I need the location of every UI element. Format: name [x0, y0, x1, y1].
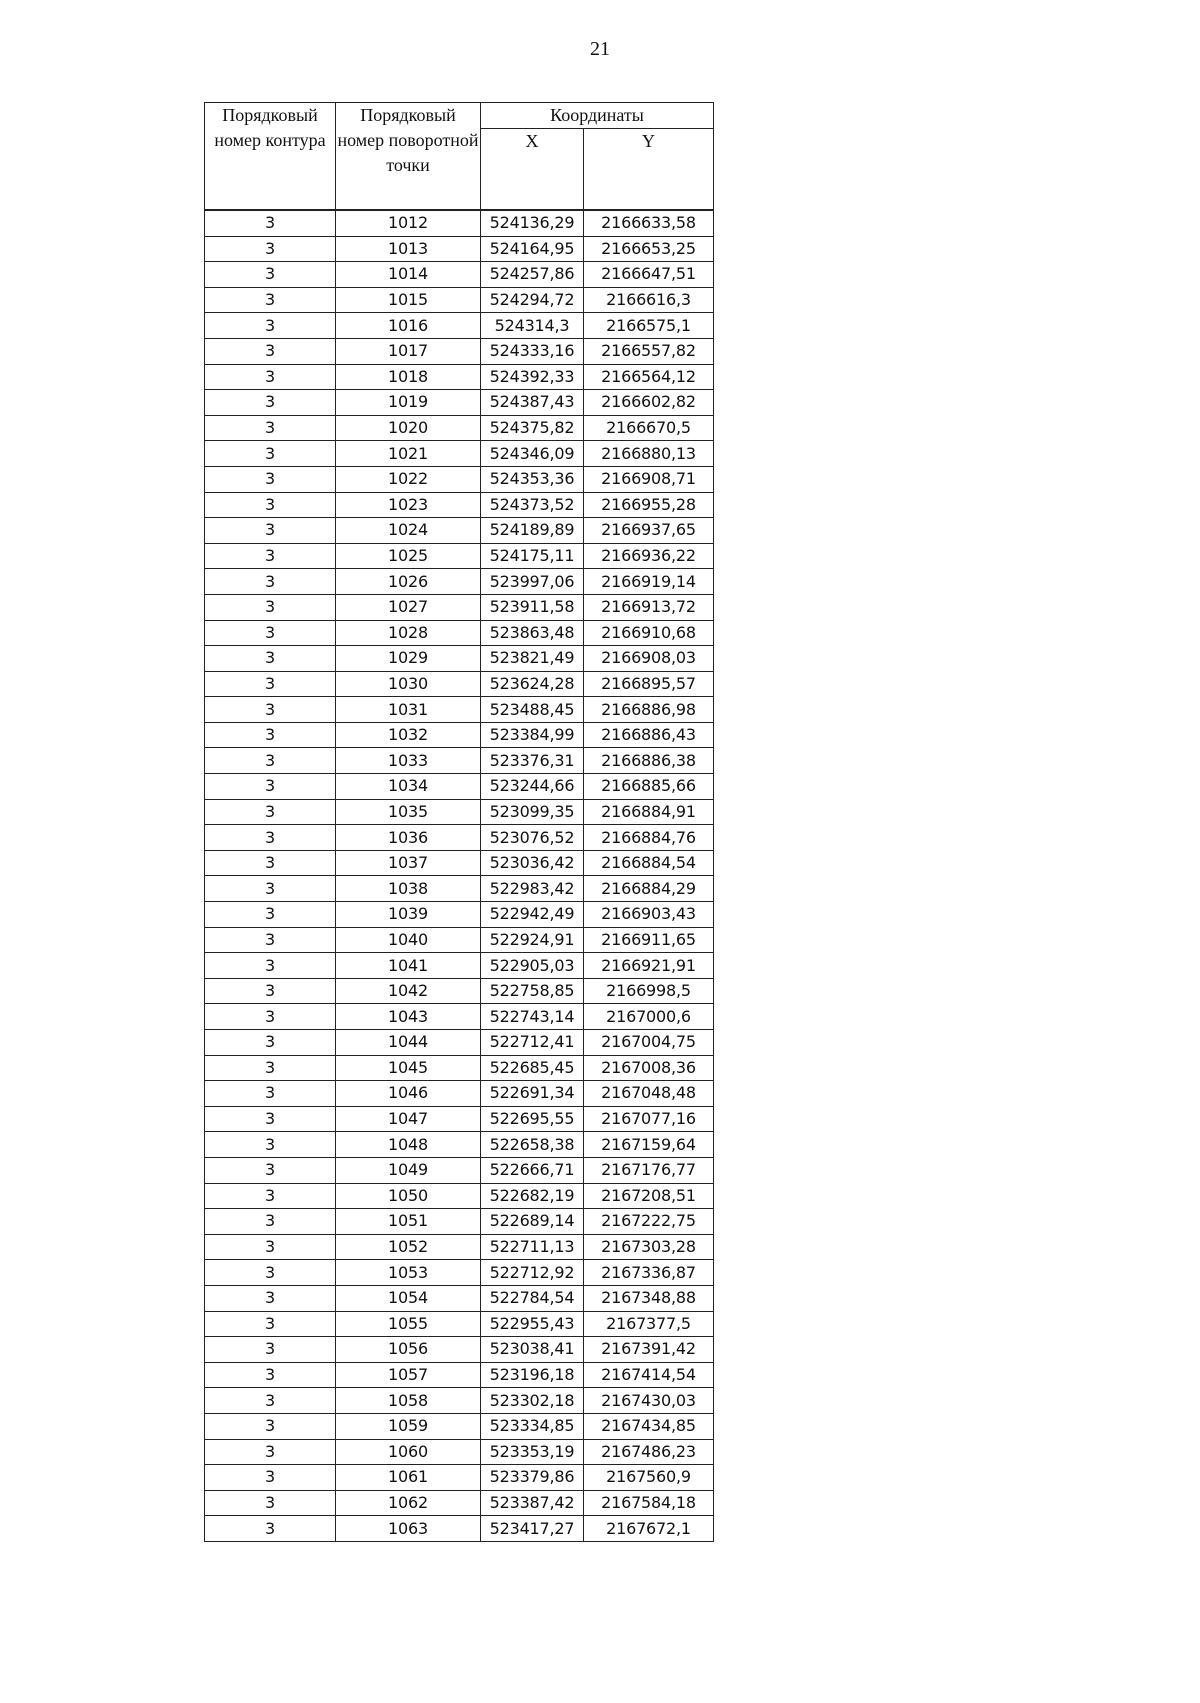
cell-x: 524314,3	[481, 313, 584, 339]
cell-contour-number: 3	[205, 313, 336, 339]
table-row	[205, 1209, 714, 1235]
cell-y: 2166886,43	[584, 722, 714, 748]
cell-point-number: 1041	[336, 953, 481, 979]
table-row	[205, 1055, 714, 1081]
cell-x: 523387,42	[481, 1490, 584, 1516]
table-row	[205, 1183, 714, 1209]
cell-contour-number: 3	[205, 1030, 336, 1056]
cell-y: 2166903,43	[584, 902, 714, 928]
cell-x: 524387,43	[481, 390, 584, 416]
cell-x: 522942,49	[481, 902, 584, 928]
header-point-number: Порядковый номер поворотной точки	[336, 103, 481, 211]
cell-y: 2167159,64	[584, 1132, 714, 1158]
cell-point-number: 1032	[336, 722, 481, 748]
cell-y: 2167430,03	[584, 1388, 714, 1414]
table-row	[205, 594, 714, 620]
cell-y: 2166886,98	[584, 697, 714, 723]
cell-point-number: 1058	[336, 1388, 481, 1414]
cell-x: 522682,19	[481, 1183, 584, 1209]
cell-point-number: 1017	[336, 338, 481, 364]
table-row	[205, 927, 714, 953]
cell-contour-number: 3	[205, 1055, 336, 1081]
cell-point-number: 1060	[336, 1439, 481, 1465]
coordinates-table	[204, 102, 714, 1542]
cell-y: 2166884,54	[584, 850, 714, 876]
cell-contour-number: 3	[205, 543, 336, 569]
table-row	[205, 364, 714, 390]
cell-contour-number: 3	[205, 364, 336, 390]
cell-contour-number: 3	[205, 927, 336, 953]
header-coordinates: Координаты	[481, 103, 714, 129]
cell-point-number: 1027	[336, 594, 481, 620]
cell-x: 523417,27	[481, 1516, 584, 1542]
cell-y: 2167486,23	[584, 1439, 714, 1465]
cell-y: 2166911,65	[584, 927, 714, 953]
cell-y: 2166602,82	[584, 390, 714, 416]
table-row	[205, 1439, 714, 1465]
cell-contour-number: 3	[205, 774, 336, 800]
table-row	[205, 902, 714, 928]
cell-x: 522784,54	[481, 1285, 584, 1311]
table-row	[205, 466, 714, 492]
cell-contour-number: 3	[205, 850, 336, 876]
table-row	[205, 415, 714, 441]
cell-x: 523624,28	[481, 671, 584, 697]
cell-x: 523302,18	[481, 1388, 584, 1414]
cell-contour-number: 3	[205, 722, 336, 748]
cell-point-number: 1031	[336, 697, 481, 723]
cell-y: 2167004,75	[584, 1030, 714, 1056]
cell-point-number: 1061	[336, 1465, 481, 1491]
cell-contour-number: 3	[205, 569, 336, 595]
cell-y: 2166557,82	[584, 338, 714, 364]
cell-point-number: 1012	[336, 210, 481, 236]
table-row	[205, 1413, 714, 1439]
cell-contour-number: 3	[205, 466, 336, 492]
cell-x: 523076,52	[481, 825, 584, 851]
cell-x: 524346,09	[481, 441, 584, 467]
cell-y: 2167000,6	[584, 1004, 714, 1030]
table-row	[205, 671, 714, 697]
cell-point-number: 1030	[336, 671, 481, 697]
cell-contour-number: 3	[205, 1209, 336, 1235]
cell-y: 2166653,25	[584, 236, 714, 262]
table-row	[205, 338, 714, 364]
cell-point-number: 1039	[336, 902, 481, 928]
cell-point-number: 1044	[336, 1030, 481, 1056]
cell-y: 2167377,5	[584, 1311, 714, 1337]
cell-contour-number: 3	[205, 697, 336, 723]
cell-point-number: 1040	[336, 927, 481, 953]
cell-contour-number: 3	[205, 415, 336, 441]
table-row	[205, 1311, 714, 1337]
cell-y: 2167222,75	[584, 1209, 714, 1235]
cell-x: 523911,58	[481, 594, 584, 620]
cell-point-number: 1015	[336, 287, 481, 313]
cell-contour-number: 3	[205, 799, 336, 825]
table-row	[205, 620, 714, 646]
cell-x: 523036,42	[481, 850, 584, 876]
cell-point-number: 1063	[336, 1516, 481, 1542]
cell-point-number: 1016	[336, 313, 481, 339]
cell-contour-number: 3	[205, 1490, 336, 1516]
cell-x: 523997,06	[481, 569, 584, 595]
cell-point-number: 1019	[336, 390, 481, 416]
cell-contour-number: 3	[205, 1516, 336, 1542]
table-row	[205, 1030, 714, 1056]
cell-contour-number: 3	[205, 492, 336, 518]
table-row	[205, 1362, 714, 1388]
cell-contour-number: 3	[205, 1183, 336, 1209]
cell-x: 523334,85	[481, 1413, 584, 1439]
cell-x: 522983,42	[481, 876, 584, 902]
cell-y: 2166908,03	[584, 646, 714, 672]
header-x: X	[481, 129, 584, 211]
cell-point-number: 1043	[336, 1004, 481, 1030]
cell-point-number: 1055	[336, 1311, 481, 1337]
cell-x: 524189,89	[481, 518, 584, 544]
cell-contour-number: 3	[205, 620, 336, 646]
cell-y: 2166910,68	[584, 620, 714, 646]
cell-x: 523821,49	[481, 646, 584, 672]
cell-contour-number: 3	[205, 1362, 336, 1388]
cell-point-number: 1045	[336, 1055, 481, 1081]
table-row	[205, 569, 714, 595]
table-row	[205, 1106, 714, 1132]
cell-point-number: 1022	[336, 466, 481, 492]
cell-y: 2166955,28	[584, 492, 714, 518]
cell-x: 524353,36	[481, 466, 584, 492]
cell-y: 2166908,71	[584, 466, 714, 492]
cell-y: 2166884,76	[584, 825, 714, 851]
cell-contour-number: 3	[205, 262, 336, 288]
cell-x: 523099,35	[481, 799, 584, 825]
cell-y: 2166880,13	[584, 441, 714, 467]
table-row	[205, 390, 714, 416]
cell-y: 2166884,91	[584, 799, 714, 825]
cell-contour-number: 3	[205, 236, 336, 262]
cell-y: 2166998,5	[584, 978, 714, 1004]
cell-x: 523244,66	[481, 774, 584, 800]
cell-point-number: 1057	[336, 1362, 481, 1388]
cell-y: 2167391,42	[584, 1337, 714, 1363]
cell-point-number: 1047	[336, 1106, 481, 1132]
cell-contour-number: 3	[205, 441, 336, 467]
table-row	[205, 1004, 714, 1030]
cell-contour-number: 3	[205, 646, 336, 672]
cell-x: 522743,14	[481, 1004, 584, 1030]
cell-y: 2166913,72	[584, 594, 714, 620]
cell-point-number: 1018	[336, 364, 481, 390]
cell-point-number: 1029	[336, 646, 481, 672]
cell-y: 2166885,66	[584, 774, 714, 800]
cell-y: 2167672,1	[584, 1516, 714, 1542]
cell-y: 2167584,18	[584, 1490, 714, 1516]
cell-x: 524375,82	[481, 415, 584, 441]
table-row	[205, 1132, 714, 1158]
cell-x: 522712,92	[481, 1260, 584, 1286]
cell-x: 523863,48	[481, 620, 584, 646]
cell-y: 2166884,29	[584, 876, 714, 902]
cell-contour-number: 3	[205, 1337, 336, 1363]
cell-x: 522658,38	[481, 1132, 584, 1158]
cell-y: 2167560,9	[584, 1465, 714, 1491]
cell-x: 523376,31	[481, 748, 584, 774]
cell-y: 2167048,48	[584, 1081, 714, 1107]
cell-x: 523488,45	[481, 697, 584, 723]
cell-point-number: 1033	[336, 748, 481, 774]
cell-point-number: 1048	[336, 1132, 481, 1158]
cell-x: 522691,34	[481, 1081, 584, 1107]
cell-point-number: 1014	[336, 262, 481, 288]
table-row	[205, 236, 714, 262]
cell-x: 524164,95	[481, 236, 584, 262]
cell-contour-number: 3	[205, 953, 336, 979]
cell-point-number: 1051	[336, 1209, 481, 1235]
cell-point-number: 1025	[336, 543, 481, 569]
table-row	[205, 722, 714, 748]
cell-y: 2167176,77	[584, 1157, 714, 1183]
cell-y: 2166670,5	[584, 415, 714, 441]
cell-x: 522955,43	[481, 1311, 584, 1337]
cell-point-number: 1036	[336, 825, 481, 851]
cell-contour-number: 3	[205, 1132, 336, 1158]
cell-x: 522711,13	[481, 1234, 584, 1260]
cell-point-number: 1021	[336, 441, 481, 467]
cell-contour-number: 3	[205, 518, 336, 544]
cell-y: 2166616,3	[584, 287, 714, 313]
cell-y: 2166895,57	[584, 671, 714, 697]
cell-x: 522712,41	[481, 1030, 584, 1056]
cell-x: 524136,29	[481, 210, 584, 236]
cell-point-number: 1059	[336, 1413, 481, 1439]
cell-y: 2167414,54	[584, 1362, 714, 1388]
cell-x: 522905,03	[481, 953, 584, 979]
table-row	[205, 1234, 714, 1260]
cell-contour-number: 3	[205, 1234, 336, 1260]
cell-contour-number: 3	[205, 978, 336, 1004]
cell-contour-number: 3	[205, 287, 336, 313]
cell-x: 522924,91	[481, 927, 584, 953]
cell-x: 524333,16	[481, 338, 584, 364]
cell-y: 2166936,22	[584, 543, 714, 569]
cell-point-number: 1049	[336, 1157, 481, 1183]
cell-y: 2166886,38	[584, 748, 714, 774]
cell-y: 2167008,36	[584, 1055, 714, 1081]
cell-x: 522758,85	[481, 978, 584, 1004]
table-row	[205, 825, 714, 851]
cell-contour-number: 3	[205, 1285, 336, 1311]
table-row	[205, 1260, 714, 1286]
cell-x: 523038,41	[481, 1337, 584, 1363]
cell-contour-number: 3	[205, 825, 336, 851]
cell-y: 2167303,28	[584, 1234, 714, 1260]
table-row	[205, 1465, 714, 1491]
cell-contour-number: 3	[205, 1106, 336, 1132]
cell-point-number: 1042	[336, 978, 481, 1004]
table-row	[205, 876, 714, 902]
cell-y: 2166937,65	[584, 518, 714, 544]
cell-point-number: 1023	[336, 492, 481, 518]
cell-point-number: 1037	[336, 850, 481, 876]
table-row	[205, 313, 714, 339]
cell-x: 524392,33	[481, 364, 584, 390]
page-number: 21	[590, 38, 610, 60]
table-row	[205, 518, 714, 544]
cell-point-number: 1035	[336, 799, 481, 825]
header-y: Y	[584, 129, 714, 211]
cell-contour-number: 3	[205, 1260, 336, 1286]
cell-y: 2167348,88	[584, 1285, 714, 1311]
table-row	[205, 1285, 714, 1311]
table-row	[205, 774, 714, 800]
cell-y: 2166921,91	[584, 953, 714, 979]
cell-y: 2166633,58	[584, 210, 714, 236]
cell-contour-number: 3	[205, 390, 336, 416]
cell-point-number: 1050	[336, 1183, 481, 1209]
cell-point-number: 1028	[336, 620, 481, 646]
cell-y: 2166564,12	[584, 364, 714, 390]
cell-contour-number: 3	[205, 1439, 336, 1465]
cell-y: 2166575,1	[584, 313, 714, 339]
cell-point-number: 1034	[336, 774, 481, 800]
cell-contour-number: 3	[205, 338, 336, 364]
table-row	[205, 1388, 714, 1414]
table-row	[205, 646, 714, 672]
table-row	[205, 287, 714, 313]
table-row	[205, 1157, 714, 1183]
cell-contour-number: 3	[205, 1311, 336, 1337]
cell-y: 2167077,16	[584, 1106, 714, 1132]
cell-y: 2166647,51	[584, 262, 714, 288]
cell-contour-number: 3	[205, 1157, 336, 1183]
table-row	[205, 210, 714, 236]
header-contour-number: Порядковый номер контура	[205, 103, 336, 211]
table-row	[205, 978, 714, 1004]
cell-contour-number: 3	[205, 210, 336, 236]
cell-contour-number: 3	[205, 748, 336, 774]
cell-point-number: 1026	[336, 569, 481, 595]
cell-contour-number: 3	[205, 671, 336, 697]
cell-y: 2166919,14	[584, 569, 714, 595]
cell-point-number: 1024	[336, 518, 481, 544]
cell-y: 2167336,87	[584, 1260, 714, 1286]
table-row	[205, 262, 714, 288]
cell-contour-number: 3	[205, 594, 336, 620]
cell-x: 524175,11	[481, 543, 584, 569]
cell-contour-number: 3	[205, 1081, 336, 1107]
cell-x: 522666,71	[481, 1157, 584, 1183]
cell-x: 523384,99	[481, 722, 584, 748]
cell-point-number: 1046	[336, 1081, 481, 1107]
cell-x: 524294,72	[481, 287, 584, 313]
cell-contour-number: 3	[205, 1388, 336, 1414]
cell-x: 522685,45	[481, 1055, 584, 1081]
cell-x: 523353,19	[481, 1439, 584, 1465]
cell-point-number: 1062	[336, 1490, 481, 1516]
cell-x: 523379,86	[481, 1465, 584, 1491]
table-row	[205, 1516, 714, 1542]
cell-point-number: 1054	[336, 1285, 481, 1311]
cell-contour-number: 3	[205, 1465, 336, 1491]
table-row	[205, 799, 714, 825]
table-row	[205, 492, 714, 518]
cell-contour-number: 3	[205, 1004, 336, 1030]
cell-x: 523196,18	[481, 1362, 584, 1388]
table-row	[205, 697, 714, 723]
cell-contour-number: 3	[205, 902, 336, 928]
cell-contour-number: 3	[205, 876, 336, 902]
table-row	[205, 1490, 714, 1516]
cell-y: 2167208,51	[584, 1183, 714, 1209]
table-row	[205, 748, 714, 774]
table-body	[205, 210, 714, 1541]
cell-point-number: 1013	[336, 236, 481, 262]
cell-contour-number: 3	[205, 1413, 336, 1439]
cell-y: 2167434,85	[584, 1413, 714, 1439]
cell-x: 524373,52	[481, 492, 584, 518]
table-row	[205, 1081, 714, 1107]
table-row	[205, 543, 714, 569]
table-row	[205, 1337, 714, 1363]
cell-x: 524257,86	[481, 262, 584, 288]
cell-point-number: 1053	[336, 1260, 481, 1286]
cell-x: 522695,55	[481, 1106, 584, 1132]
cell-point-number: 1056	[336, 1337, 481, 1363]
cell-x: 522689,14	[481, 1209, 584, 1235]
table-row	[205, 850, 714, 876]
cell-point-number: 1052	[336, 1234, 481, 1260]
cell-point-number: 1038	[336, 876, 481, 902]
table-row	[205, 953, 714, 979]
cell-point-number: 1020	[336, 415, 481, 441]
table-row	[205, 441, 714, 467]
